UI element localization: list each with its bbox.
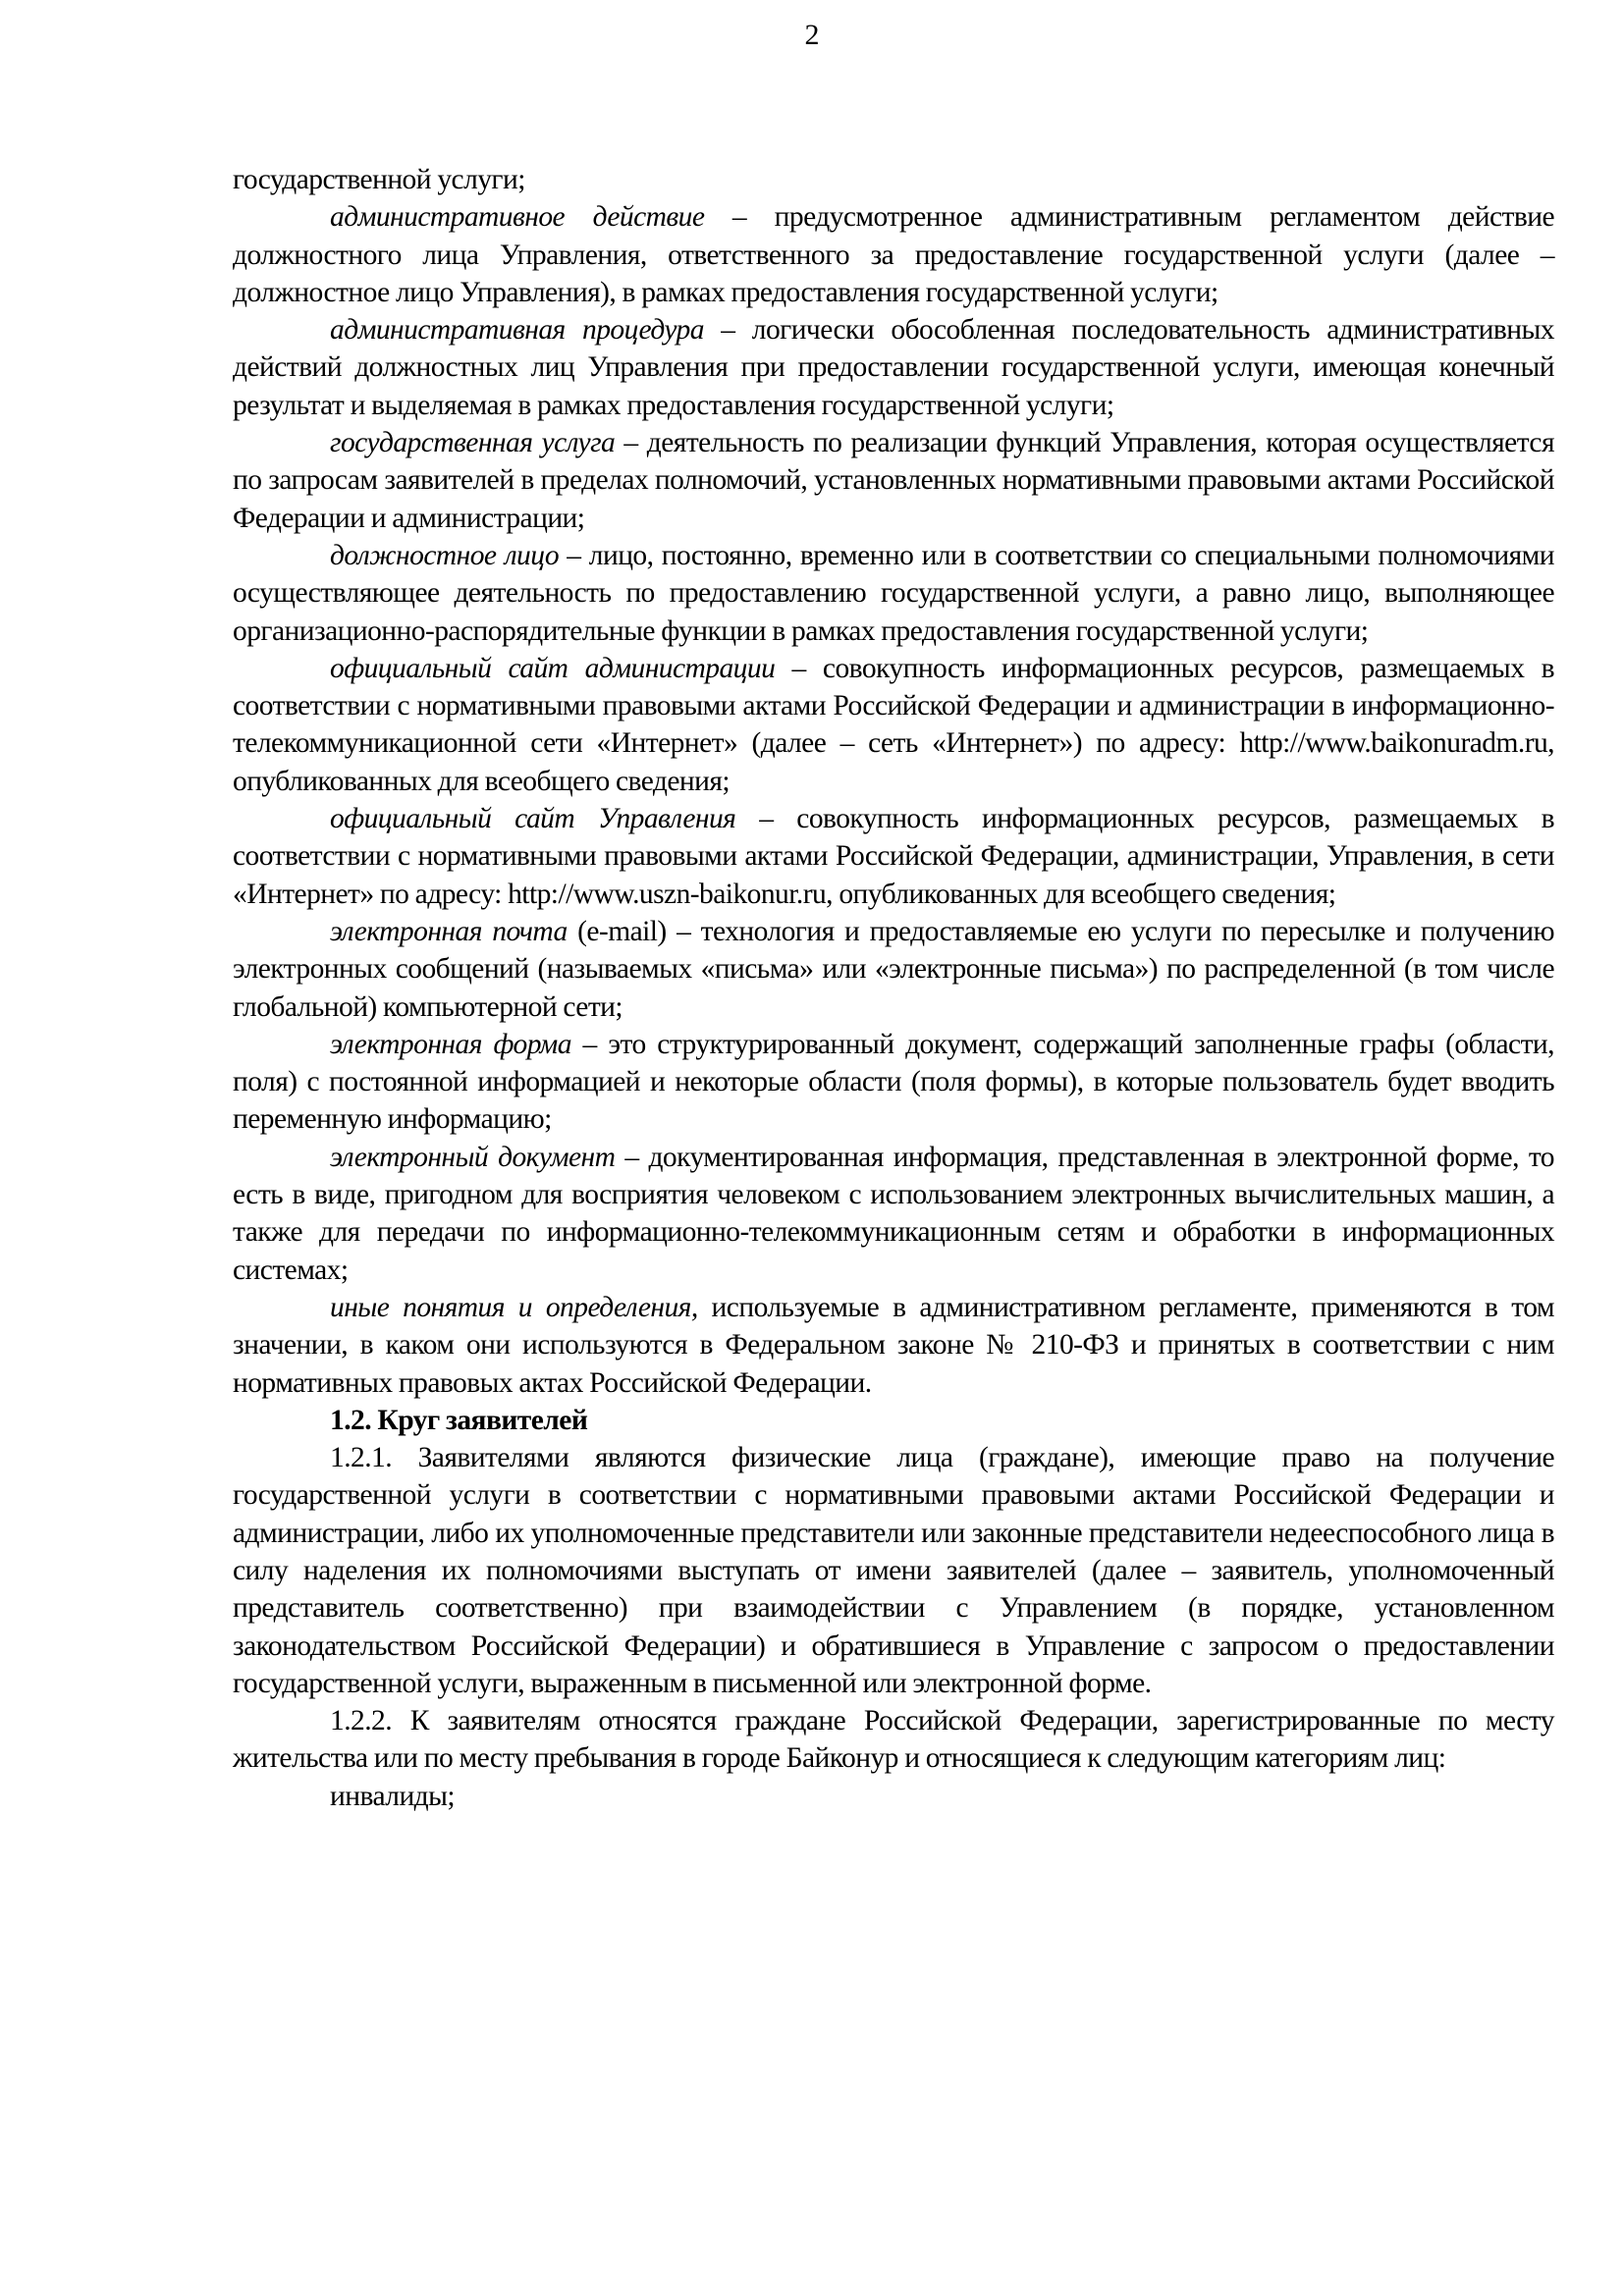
definition-electronic-document (233, 1139, 1554, 1289)
definition-term: электронная почта (330, 915, 568, 947)
definition-term: государственная услуга (330, 427, 616, 459)
document-body (233, 161, 1554, 1815)
definition-text: – деятельность по реализации функций Управления, которая осуществляется по запросам заявителей в пределах полномочий, установленных нормативными правовыми актами Российской Федерации и администрации; (233, 427, 1554, 534)
definition-administrative-procedure (233, 311, 1554, 424)
section-heading: 1.2. Круг заявителей (330, 1404, 588, 1436)
definition-term: официальный сайт Управления (330, 803, 736, 835)
definition-text: – совокупность информационных ресурсов, размещаемых в соответствии с нормативными правовыми актами Российской Федерации, администрации, Управления, в сети «Интернет» по адресу: http://www.uszn-baikonur.ru, опубликованных для всеобщего сведения; (233, 803, 1554, 910)
clause-1-2-1: 1.2.1. Заявителями являются физические лица (граждане), имеющие право на получение государственной услуги в соответствии с нормативными правовыми актами Российской Федерации и администрации, либо их уполномоченные представители или законные представители недееспособного лица в силу наделения их полномочиями выступать от имени заявителей (далее – заявитель, уполномоченный представитель соответственно) при взаимодействии с Управлением (в порядке, установленном законодательством Российской Федерации) и обратившиеся в Управление с запросом о предоставлении государственной услуги, выраженным в письменной или электронной форме. (233, 1442, 1554, 1699)
definition-text: – логически обособленная последовательность административных действий должностных лиц Управления при предоставлении государственной услуги, имеющая конечный результат и выделяемая в рамках предоставления государственной услуги; (233, 314, 1554, 421)
definition-term: электронный документ (330, 1141, 616, 1173)
definition-text: – предусмотренное административным регламентом действие должностного лица Управления, ответственного за предоставление государственной услуги (далее – должностное лицо Управления), в рамках предоставления государственной услуги; (233, 201, 1554, 308)
definition-state-service (233, 424, 1554, 537)
definition-term: иные понятия и определения, (330, 1291, 698, 1323)
definition-department-website (233, 800, 1554, 913)
definition-administration-website (233, 650, 1554, 800)
definition-text: – документированная информация, представленная в электронной форме, то есть в виде, пригодном для восприятия человеком с использованием электронных вычислительных машин, а также для передачи по информационно-телекоммуникационным сетям и обработки в информационных системах; (233, 1141, 1555, 1286)
definition-text: – совокупность информационных ресурсов, размещаемых в соответствии с нормативными правовыми актами Российской Федерации и администрации в информационно-телекоммуникационной сети «Интернет» (далее – сеть «Интернет») по адресу: http://www.baikonuradm.ru, опубликованных для всеобщего сведения; (233, 652, 1554, 797)
category-list-item: инвалиды; (330, 1780, 456, 1812)
definition-text: – лицо, постоянно, временно или в соответствии со специальными полномочиями осуществляющее деятельность по предоставлению государственной услуги, а равно лицо, выполняющее организационно-распорядительные функции в рамках предоставления государственной услуги; (233, 539, 1554, 647)
definition-official (233, 537, 1554, 650)
definition-electronic-form (233, 1026, 1554, 1139)
paragraph-text: государственной услуги; (233, 164, 525, 195)
definition-term: административное действие (330, 201, 705, 234)
page-number: 2 (804, 19, 820, 51)
definition-other-terms (233, 1289, 1554, 1402)
definition-email (233, 913, 1554, 1026)
paragraph-continuation (233, 161, 1554, 198)
definition-text: используемые в административном регламенте, применяются в том значении, в каком они используются в Федеральном законе № 210-ФЗ и принятых в соответствии с ним нормативных правовых актах Российской Федерации. (233, 1291, 1555, 1399)
definition-term: должностное лицо (330, 539, 560, 571)
definition-term: электронная форма (330, 1028, 571, 1060)
definition-term: административная процедура (330, 314, 704, 347)
clause-1-2-2: 1.2.2. К заявителям относятся граждане Российской Федерации, зарегистрированные по месту жительства или по месту пребывания в городе Байконур и относящиеся к следующим категориям лиц: (233, 1705, 1554, 1775)
definition-administrative-action (233, 198, 1554, 311)
definition-term: официальный сайт администрации (330, 652, 776, 684)
definition-text: – это структурированный документ, содержащий заполненные графы (области, поля) с постоянной информацией и некоторые области (поля формы), в которые пользователь будет вводить переменную информацию; (233, 1028, 1554, 1136)
definition-text: (e-mail) – технология и предоставляемые ею услуги по пересылке и получению электронных сообщений (называемых «письма» или «электронные письма») по распределенной (в том числе глобальной) компьютерной сети; (233, 915, 1554, 1023)
